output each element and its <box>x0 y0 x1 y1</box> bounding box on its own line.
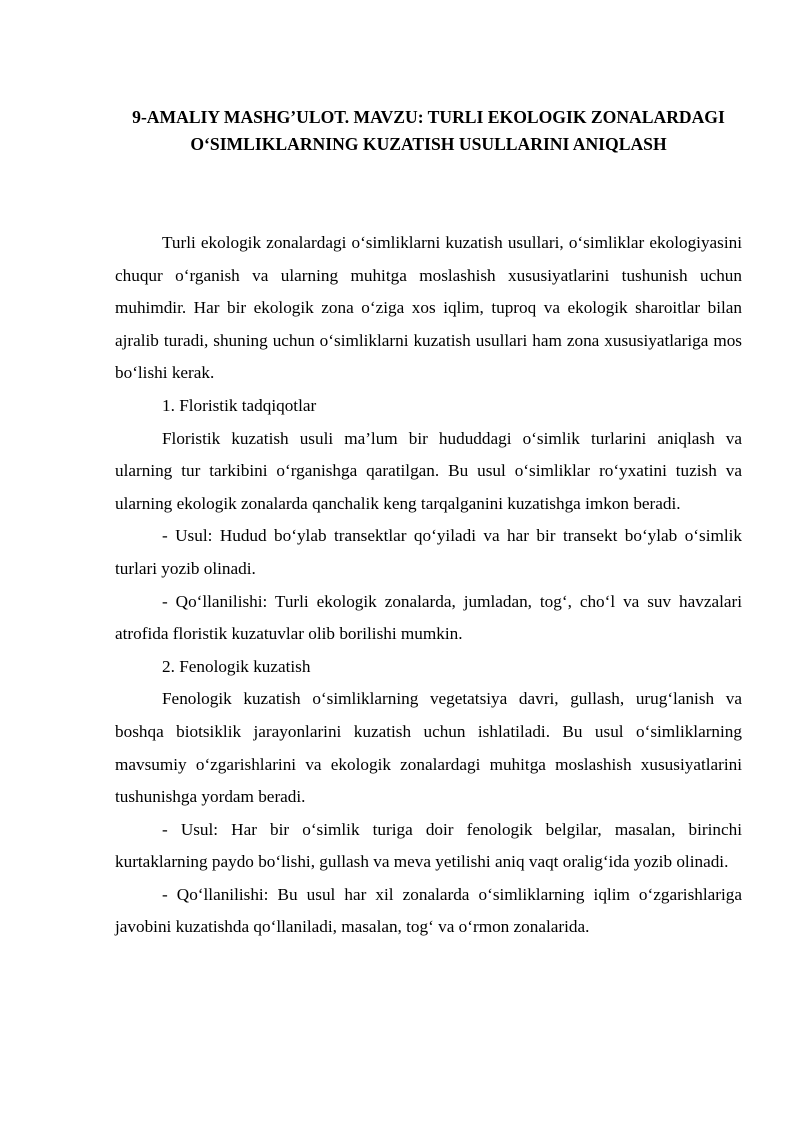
document-body <box>115 227 742 944</box>
section-heading-floristic: 1. Floristik tadqiqotlar <box>162 395 317 415</box>
floristic-description-paragraph: Floristik kuzatish usuli ma’lum bir hududdagi o‘simlik turlarini aniqlash va ularning tur tarkibini o‘rganishga qaratilgan. Bu usul o‘simliklar ro‘yxatini tuzish va ularning ekologik zonalarda qanchalik keng tarqalganini kuzatishga imkon beradi. <box>115 428 742 513</box>
phenological-method-paragraph: - Usul: Har bir o‘simlik turiga doir fenologik belgilar, masalan, birinchi kurtaklarning paydo bo‘lishi, gullash va meva yetilishi aniq vaqt oralig‘ida yozib olinadi. <box>115 819 742 872</box>
phenological-application-paragraph: - Qo‘llanilishi: Bu usul har xil zonalarda o‘simliklarning iqlim o‘zgarishlariga javobini kuzatishda qo‘llaniladi, masalan, tog‘ va o‘rmon zonalarida. <box>115 884 742 937</box>
document-title: 9-AMALIY MASHG’ULOT. MAVZU: TURLI EKOLOGIK ZONALARDAGI O‘SIMLIKLARNING KUZATISH USULLARINI ANIQLASH <box>132 107 725 154</box>
phenological-description-paragraph: Fenologik kuzatish o‘simliklarning vegetatsiya davri, gullash, urug‘lanish va boshqa biotsiklik jarayonlarini kuzatish uchun ishlatiladi. Bu usul o‘simliklarning mavsumiy o‘zgarishlarini va ekologik zonalardagi muhitga moslashish xususiyatlarini tushunishga yordam beradi. <box>115 689 742 807</box>
section-heading-phenological: 2. Fenologik kuzatish <box>162 656 311 676</box>
intro-paragraph: Turli ekologik zonalardagi o‘simliklarni kuzatish usullari, o‘simliklar ekologiyasini chuqur o‘rganish va ularning muhitga moslashish xususiyatlarini tushunish uchun muhimdir. Har bir ekologik zona o‘ziga xos iqlim, tuproq va ekologik sharoitlar bilan ajralib turadi, shuning uchun o‘simliklarni kuzatish usullari ham zona xususiyatlariga mos bo‘lishi kerak. <box>115 233 742 383</box>
floristic-application-paragraph: - Qo‘llanilishi: Turli ekologik zonalarda, jumladan, tog‘, cho‘l va suv havzalari atrofida floristik kuzatuvlar olib borilishi mumkin. <box>115 591 742 644</box>
floristic-method-paragraph: - Usul: Hudud bo‘ylab transektlar qo‘yiladi va har bir transekt bo‘ylab o‘simlik turlari yozib olinadi. <box>115 526 742 578</box>
